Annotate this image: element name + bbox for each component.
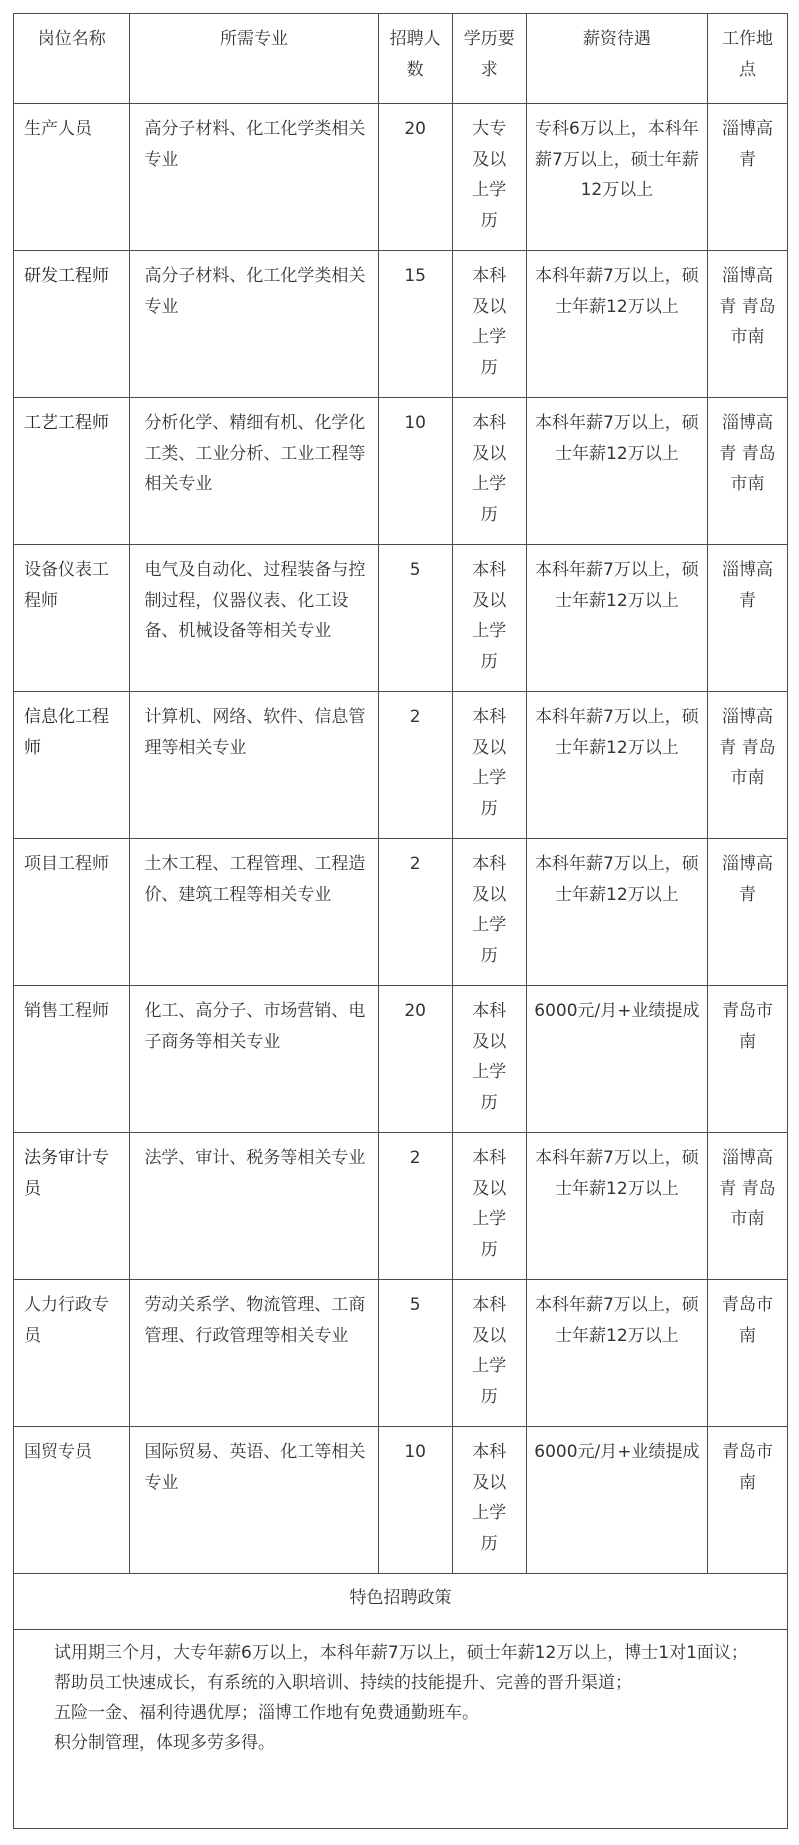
header-education: 学历要求 xyxy=(452,14,526,104)
cell-location: 淄博高青 青岛市南 xyxy=(707,251,787,398)
cell-position: 国贸专员 xyxy=(14,1427,130,1574)
table-row xyxy=(14,839,788,986)
table-row xyxy=(14,398,788,545)
cell-count: 2 xyxy=(378,1133,452,1280)
cell-salary: 本科年薪7万以上，硕士年薪12万以上 xyxy=(526,1280,707,1427)
cell-education: 本科及以上学历 xyxy=(452,839,526,986)
cell-salary: 专科6万以上，本科年薪7万以上，硕士年薪12万以上 xyxy=(526,104,707,251)
cell-major: 高分子材料、化工化学类相关专业 xyxy=(130,251,378,398)
cell-count: 20 xyxy=(378,986,452,1133)
cell-location: 淄博高青 xyxy=(707,104,787,251)
cell-major: 计算机、网络、软件、信息管理等相关专业 xyxy=(130,692,378,839)
cell-education: 本科及以上学历 xyxy=(452,692,526,839)
cell-count: 2 xyxy=(378,692,452,839)
table-row xyxy=(14,1427,788,1574)
cell-education: 本科及以上学历 xyxy=(452,545,526,692)
policy-body-row xyxy=(14,1630,788,1829)
cell-location: 淄博高青 青岛市南 xyxy=(707,692,787,839)
cell-major: 化工、高分子、市场营销、电子商务等相关专业 xyxy=(130,986,378,1133)
cell-salary: 本科年薪7万以上，硕士年薪12万以上 xyxy=(526,1133,707,1280)
cell-location: 淄博高青 xyxy=(707,545,787,692)
cell-location: 淄博高青 xyxy=(707,839,787,986)
cell-education: 本科及以上学历 xyxy=(452,1280,526,1427)
cell-location: 青岛市南 xyxy=(707,1280,787,1427)
cell-major: 劳动关系学、物流管理、工商管理、行政管理等相关专业 xyxy=(130,1280,378,1427)
cell-education: 本科及以上学历 xyxy=(452,251,526,398)
cell-education: 本科及以上学历 xyxy=(452,1427,526,1574)
cell-education: 本科及以上学历 xyxy=(452,986,526,1133)
cell-position: 人力行政专员 xyxy=(14,1280,130,1427)
cell-major: 土木工程、工程管理、工程造价、建筑工程等相关专业 xyxy=(130,839,378,986)
table-row xyxy=(14,1280,788,1427)
cell-major: 分析化学、精细有机、化学化工类、工业分析、工业工程等相关专业 xyxy=(130,398,378,545)
header-position: 岗位名称 xyxy=(14,14,130,104)
cell-salary: 本科年薪7万以上，硕士年薪12万以上 xyxy=(526,251,707,398)
policy-line: 试用期三个月，大专年薪6万以上，本科年薪7万以上，硕士年薪12万以上，博士1对1面议； xyxy=(54,1643,748,1663)
header-major: 所需专业 xyxy=(130,14,378,104)
cell-salary: 本科年薪7万以上，硕士年薪12万以上 xyxy=(526,545,707,692)
cell-count: 10 xyxy=(378,1427,452,1574)
cell-education: 本科及以上学历 xyxy=(452,1133,526,1280)
table-row xyxy=(14,545,788,692)
cell-salary: 6000元/月+业绩提成 xyxy=(526,986,707,1133)
cell-location: 淄博高青 青岛市南 xyxy=(707,398,787,545)
cell-position: 工艺工程师 xyxy=(14,398,130,545)
table-row xyxy=(14,986,788,1133)
cell-count: 15 xyxy=(378,251,452,398)
cell-count: 5 xyxy=(378,545,452,692)
header-location: 工作地点 xyxy=(707,14,787,104)
cell-position: 研发工程师 xyxy=(14,251,130,398)
cell-location: 淄博高青 青岛市南 xyxy=(707,1133,787,1280)
cell-position: 信息化工程师 xyxy=(14,692,130,839)
cell-position: 法务审计专员 xyxy=(14,1133,130,1280)
policy-line: 帮助员工快速成长，有系统的入职培训、持续的技能提升、完善的晋升渠道； xyxy=(54,1673,632,1693)
cell-position: 设备仪表工程师 xyxy=(14,545,130,692)
cell-salary: 本科年薪7万以上，硕士年薪12万以上 xyxy=(526,839,707,986)
policy-line: 积分制管理，体现多劳多得。 xyxy=(54,1733,275,1753)
cell-count: 2 xyxy=(378,839,452,986)
header-salary: 薪资待遇 xyxy=(526,14,707,104)
cell-salary: 本科年薪7万以上，硕士年薪12万以上 xyxy=(526,398,707,545)
recruitment-table xyxy=(13,13,788,1829)
cell-count: 20 xyxy=(378,104,452,251)
cell-education: 本科及以上学历 xyxy=(452,398,526,545)
cell-position: 销售工程师 xyxy=(14,986,130,1133)
cell-salary: 本科年薪7万以上，硕士年薪12万以上 xyxy=(526,692,707,839)
cell-count: 5 xyxy=(378,1280,452,1427)
cell-position: 项目工程师 xyxy=(14,839,130,986)
table-row xyxy=(14,251,788,398)
policy-line: 五险一金、福利待遇优厚；淄博工作地有免费通勤班车。 xyxy=(54,1703,479,1723)
cell-position: 生产人员 xyxy=(14,104,130,251)
table-row xyxy=(14,1133,788,1280)
cell-major: 电气及自动化、过程装备与控制过程，仪器仪表、化工设备、机械设备等相关专业 xyxy=(130,545,378,692)
cell-major: 高分子材料、化工化学类相关专业 xyxy=(130,104,378,251)
cell-location: 青岛市南 xyxy=(707,986,787,1133)
cell-salary: 6000元/月+业绩提成 xyxy=(526,1427,707,1574)
cell-major: 法学、审计、税务等相关专业 xyxy=(130,1133,378,1280)
policy-title-row xyxy=(14,1574,788,1630)
cell-education: 大专及以上学历 xyxy=(452,104,526,251)
table-row xyxy=(14,104,788,251)
cell-location: 青岛市南 xyxy=(707,1427,787,1574)
table-row xyxy=(14,692,788,839)
policy-title: 特色招聘政策 xyxy=(14,1574,788,1630)
table-header-row xyxy=(14,14,788,104)
cell-major: 国际贸易、英语、化工等相关专业 xyxy=(130,1427,378,1574)
header-count: 招聘人数 xyxy=(378,14,452,104)
policy-body xyxy=(14,1630,788,1829)
cell-count: 10 xyxy=(378,398,452,545)
